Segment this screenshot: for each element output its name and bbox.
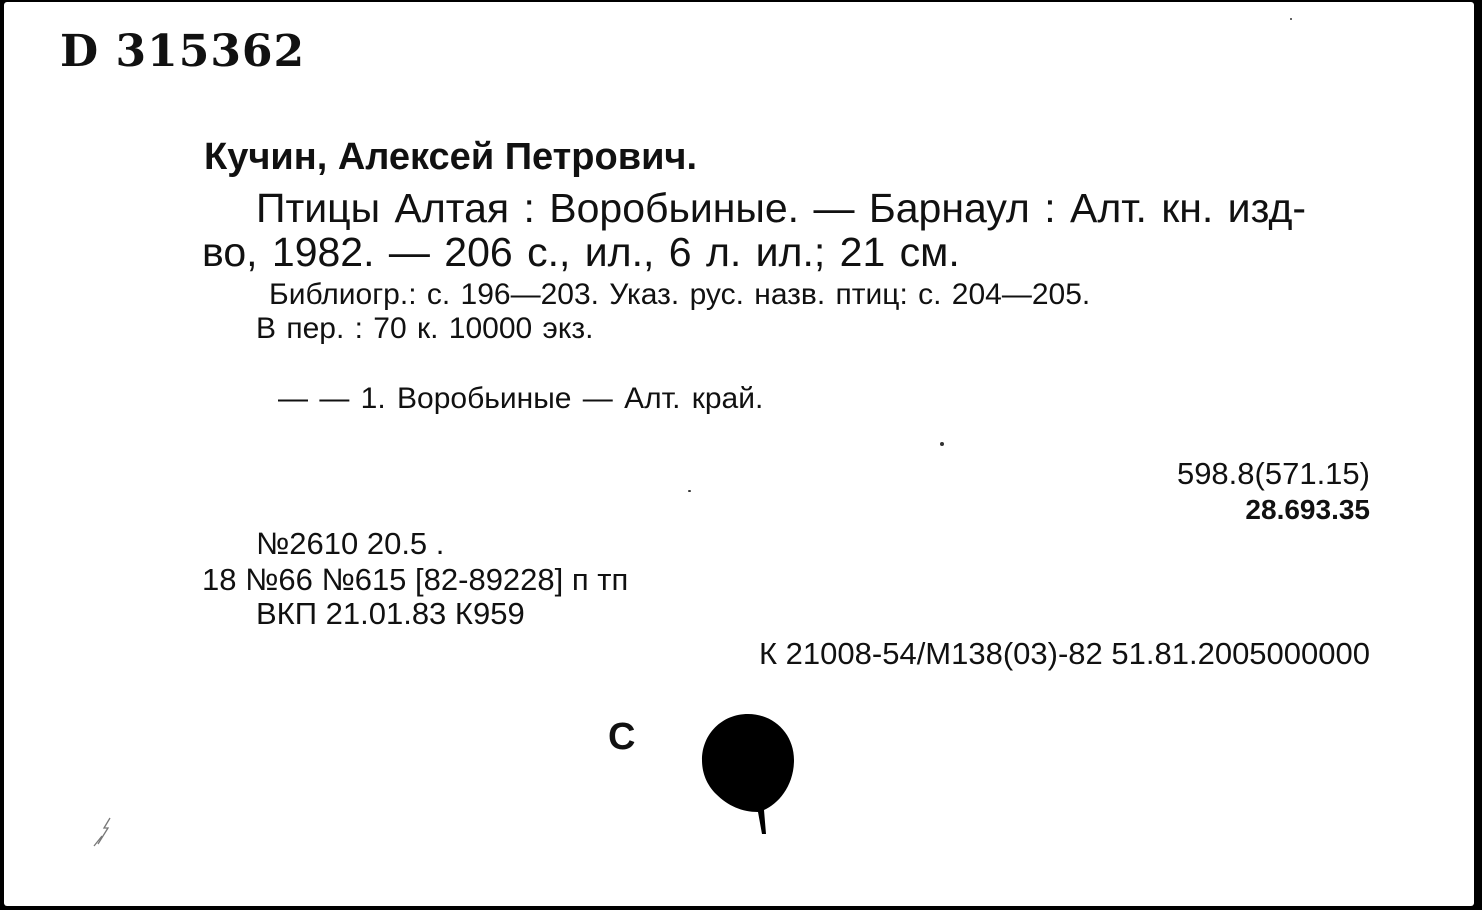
vkp-line: ВКП 21.01.83 К959 [256,596,525,631]
udc-code: 598.8(571.15) [1176,456,1370,491]
title-line-1: Птицы Алтая : Воробьиные. — Барнаул : Алт. кн. изд- [256,185,1307,231]
bibliography-note: Библиогр.: с. 196—203. Указ. рус. назв. птиц: с. 204—205. [269,278,1091,311]
price-print-run-note: В пер. : 70 к. 10000 экз. [256,312,594,345]
pencil-mark-icon [90,814,114,850]
punch-hole-icon [698,708,798,848]
registry-line: 18 №66 №615 [82-89228] п тп [202,562,629,597]
order-line: №2610 20.5 . [256,526,445,561]
ink-speck [940,442,944,446]
ink-speck [688,490,691,492]
author-heading: Кучин, Алексей Петрович. [204,136,698,178]
accession-number: D 315362 [60,26,306,77]
ink-speck [1290,18,1292,20]
title-line-2: во, 1982. — 206 с., ил., 6 л. ил.; 21 см. [202,229,960,275]
c-mark: С [608,716,636,758]
subject-heading: — — 1. Воробьиные — Алт. край. [278,382,764,415]
publisher-code-line: К 21008-54/М138(03)-82 51.81.2005000000 [759,636,1370,671]
bbk-code: 28.693.35 [1245,494,1370,525]
catalog-card [4,2,1474,906]
